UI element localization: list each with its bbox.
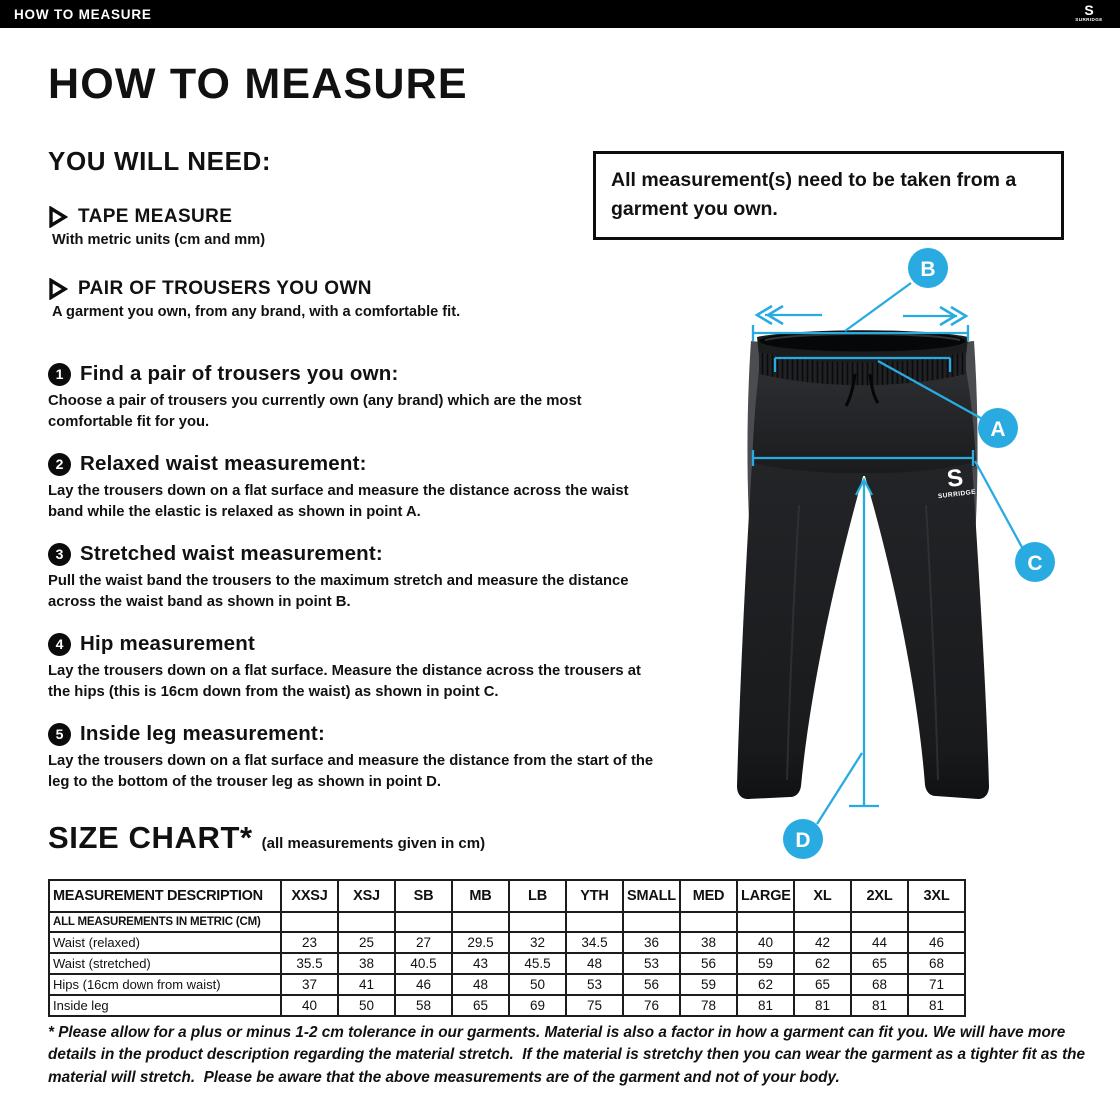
svg-text:D: D <box>795 829 811 852</box>
you-will-need-title: YOU WILL NEED: <box>48 146 272 176</box>
cell-value: 38 <box>680 932 737 953</box>
header-size: XXSJ <box>281 880 338 912</box>
cell-value: 53 <box>623 953 680 974</box>
empty-cell <box>509 912 566 932</box>
cell-value: 25 <box>338 932 395 953</box>
need-item-tape-measure <box>48 206 608 248</box>
step-number-badge: 5 <box>48 723 71 746</box>
step-5 <box>48 722 662 794</box>
cell-value: 37 <box>281 974 338 995</box>
cell-value: 81 <box>851 995 908 1016</box>
header-size: LARGE <box>737 880 794 912</box>
cell-value: 65 <box>452 995 509 1016</box>
step-title: Hip measurement <box>80 632 256 655</box>
cell-value: 35.5 <box>281 953 338 974</box>
cell-value: 78 <box>680 995 737 1016</box>
header-size: 3XL <box>908 880 965 912</box>
row-label: Waist (stretched) <box>49 953 281 974</box>
empty-cell <box>908 912 965 932</box>
step-number-badge: 1 <box>48 363 71 386</box>
cell-value: 27 <box>395 932 452 953</box>
empty-cell <box>452 912 509 932</box>
cell-value: 69 <box>509 995 566 1016</box>
top-bar-title: HOW TO MEASURE <box>14 6 152 22</box>
cell-value: 68 <box>851 974 908 995</box>
step-3 <box>48 542 662 614</box>
size-chart-title: SIZE CHART* <box>48 820 253 855</box>
cell-value: 38 <box>338 953 395 974</box>
page-title: HOW TO MEASURE <box>48 60 468 108</box>
header-measurement-description: MEASUREMENT DESCRIPTION <box>49 880 281 912</box>
cell-value: 58 <box>395 995 452 1016</box>
step-title: Inside leg measurement: <box>80 722 325 745</box>
cell-value: 32 <box>509 932 566 953</box>
step-description: Choose a pair of trousers you currently own (any brand) which are the most comfortable fit for you. <box>48 393 582 431</box>
cell-value: 76 <box>623 995 680 1016</box>
header-size: MB <box>452 880 509 912</box>
measure-point-a <box>978 408 1018 448</box>
cell-value: 56 <box>680 953 737 974</box>
cell-value: 23 <box>281 932 338 953</box>
row-label: Inside leg <box>49 995 281 1016</box>
note-box <box>593 151 1064 240</box>
header-size: MED <box>680 880 737 912</box>
svg-text:C: C <box>1027 552 1043 575</box>
empty-cell <box>851 912 908 932</box>
empty-cell <box>338 912 395 932</box>
step-title: Stretched waist measurement: <box>80 542 383 565</box>
cell-value: 34.5 <box>566 932 623 953</box>
trousers-measurement-diagram <box>690 238 1090 863</box>
surridge-logo-text: SURRIDGE <box>1075 17 1103 23</box>
step-title: Find a pair of trousers you own: <box>80 362 399 385</box>
size-chart-heading <box>48 820 485 856</box>
cell-value: 50 <box>338 995 395 1016</box>
svg-text:SURRIDGE: SURRIDGE <box>937 488 977 501</box>
header-size: 2XL <box>851 880 908 912</box>
step-description: Lay the trousers down on a flat surface. Measure the distance across the trousers at the hips (this is 16cm down from the waist) as shown in point C. <box>48 663 641 701</box>
empty-cell <box>395 912 452 932</box>
play-triangle-icon <box>48 278 68 300</box>
row-label: Waist (relaxed) <box>49 932 281 953</box>
cell-value: 29.5 <box>452 932 509 953</box>
size-chart-table <box>48 879 966 1017</box>
cell-value: 46 <box>908 932 965 953</box>
metric-note-row <box>49 912 965 932</box>
cell-value: 65 <box>794 974 851 995</box>
metric-note-label: ALL MEASUREMENTS IN METRIC (CM) <box>49 912 281 932</box>
table-row-waist-relaxed <box>49 932 965 953</box>
size-chart-subtitle: (all measurements given in cm) <box>261 835 486 852</box>
cell-value: 50 <box>509 974 566 995</box>
svg-text:B: B <box>920 258 936 281</box>
surridge-logo <box>1066 1 1112 27</box>
empty-cell <box>794 912 851 932</box>
cell-value: 41 <box>338 974 395 995</box>
cell-value: 48 <box>566 953 623 974</box>
empty-cell <box>680 912 737 932</box>
cell-value: 56 <box>623 974 680 995</box>
table-row-inside-leg <box>49 995 965 1016</box>
need-item-label: PAIR OF TROUSERS YOU OWN <box>78 278 372 299</box>
step-description: Lay the trousers down on a flat surface and measure the distance across the waist band while the elastic is relaxed as shown in point A. <box>48 483 629 521</box>
step-description: Pull the waist band the trousers to the maximum stretch and measure the distance across the waist band as shown in point B. <box>48 573 629 611</box>
step-4 <box>48 632 662 704</box>
play-triangle-icon <box>48 206 68 228</box>
cell-value: 75 <box>566 995 623 1016</box>
empty-cell <box>566 912 623 932</box>
tolerance-footnote: * Please allow for a plus or minus 1-2 cm tolerance in our garments. Material is also a factor in how a garment can fit you. We will have more details in the product description regarding the material stretch. If the material is stretchy then you can wear the garment as a tighter fit as the material will stretch. Please be aware that the above measurements are of the garment and not of your body. <box>48 1024 1090 1086</box>
table-header-row <box>49 880 965 912</box>
cell-value: 62 <box>794 953 851 974</box>
row-label: Hips (16cm down from waist) <box>49 974 281 995</box>
need-item-trousers <box>48 278 608 320</box>
cell-value: 59 <box>680 974 737 995</box>
cell-value: 71 <box>908 974 965 995</box>
cell-value: 62 <box>737 974 794 995</box>
table-row-waist-stretched <box>49 953 965 974</box>
cell-value: 68 <box>908 953 965 974</box>
cell-value: 40 <box>737 932 794 953</box>
step-2 <box>48 452 662 524</box>
cell-value: 53 <box>566 974 623 995</box>
empty-cell <box>737 912 794 932</box>
step-description: Lay the trousers down on a flat surface and measure the distance from the start of the leg to the bottom of the trouser leg as shown in point D. <box>48 753 654 791</box>
measure-point-c <box>1015 542 1055 582</box>
step-number-badge: 3 <box>48 543 71 566</box>
cell-value: 43 <box>452 953 509 974</box>
measure-point-b <box>908 248 948 288</box>
need-item-description: A garment you own, from any brand, with a comfortable fit. <box>52 304 461 320</box>
step-number-badge: 2 <box>48 453 71 476</box>
header-size: XL <box>794 880 851 912</box>
cell-value: 59 <box>737 953 794 974</box>
cell-value: 40.5 <box>395 953 452 974</box>
need-item-description: With metric units (cm and mm) <box>52 232 266 248</box>
cell-value: 44 <box>851 932 908 953</box>
step-title: Relaxed waist measurement: <box>80 452 367 475</box>
cell-value: 48 <box>452 974 509 995</box>
step-1 <box>48 362 662 434</box>
header-size: XSJ <box>338 880 395 912</box>
note-text: All measurement(s) need to be taken from a garment you own. <box>611 169 1017 221</box>
header-size: LB <box>509 880 566 912</box>
cell-value: 81 <box>737 995 794 1016</box>
cell-value: 46 <box>395 974 452 995</box>
svg-text:S: S <box>945 464 965 493</box>
surridge-s-icon: S <box>1084 2 1094 19</box>
header-size: SMALL <box>623 880 680 912</box>
header-size: YTH <box>566 880 623 912</box>
need-item-label: TAPE MEASURE <box>78 206 233 227</box>
cell-value: 81 <box>794 995 851 1016</box>
cell-value: 81 <box>908 995 965 1016</box>
cell-value: 36 <box>623 932 680 953</box>
svg-text:A: A <box>990 418 1006 441</box>
cell-value: 40 <box>281 995 338 1016</box>
cell-value: 45.5 <box>509 953 566 974</box>
step-number-badge: 4 <box>48 633 71 656</box>
empty-cell <box>623 912 680 932</box>
table-row-hips <box>49 974 965 995</box>
measure-point-d <box>783 819 823 859</box>
cell-value: 65 <box>851 953 908 974</box>
cell-value: 42 <box>794 932 851 953</box>
header-size: SB <box>395 880 452 912</box>
empty-cell <box>281 912 338 932</box>
top-bar <box>0 0 1120 28</box>
